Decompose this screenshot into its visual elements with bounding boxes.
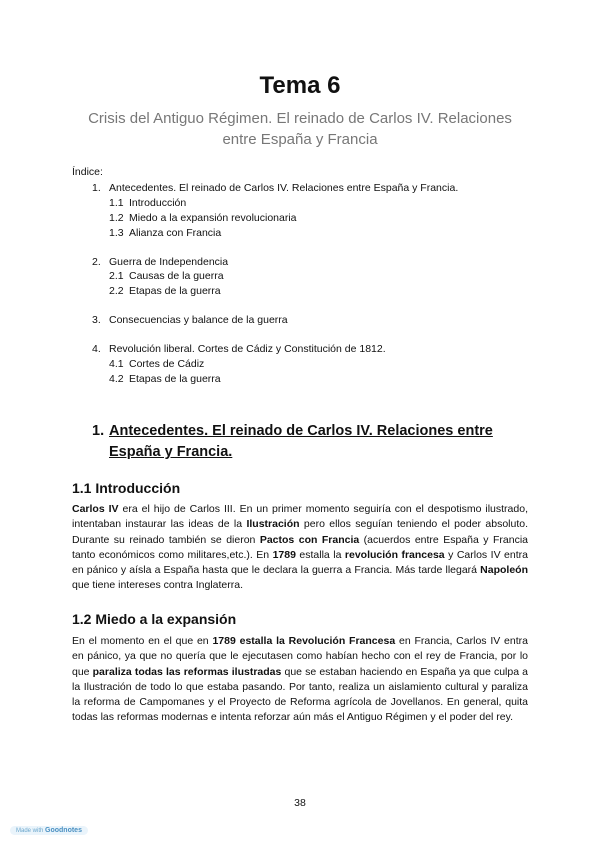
page-title: Tema 6 bbox=[259, 72, 341, 99]
subsection-1-1-heading: 1.1 Introducción bbox=[72, 480, 181, 496]
toc-item-2: 2. Guerra de Independencia bbox=[92, 256, 229, 268]
index-label: Índice: bbox=[72, 166, 103, 178]
page-number: 38 bbox=[294, 797, 306, 809]
subsection-1-2-heading: 1.2 Miedo a la expansión bbox=[72, 611, 237, 627]
toc-item-4: 4. Revolución liberal. Cortes de Cádiz y Constitución de 1812. bbox=[92, 343, 386, 355]
subtitle-line-2: entre España y Francia bbox=[222, 131, 378, 148]
goodnotes-watermark: Made with Goodnotes bbox=[10, 826, 88, 835]
toc-subitem-1-2: 1.2 Miedo a la expansión revolucionaria bbox=[109, 212, 297, 224]
toc-subitem-1-1: 1.1 Introducción bbox=[109, 197, 187, 209]
section-1-heading: 1. Antecedentes. El reinado de Carlos IV. Relaciones entre España y Francia. bbox=[92, 423, 493, 460]
page-subtitle bbox=[70, 108, 530, 150]
toc-subitem-2-2: 2.2 Etapas de la guerra bbox=[109, 285, 221, 297]
subsection-1-1-paragraph: Carlos IV era el hijo de Carlos III. En un primer momento seguiría con el despotismo ilustrado, intentaban instaurar las ideas de la Ilustración pero ellos seguían teniendo el poder absoluto. Durante su reinado también se dieron Pactos con Francia (acuerdos entre España y Francia tanto económicos como militares,etc.). En 1789 estalla la revolución francesa y Carlos IV entra en pánico y aísla a España hasta que le declara la guerra a Francia. Más tarde llegará Napoleón que tiene intereses contra Inglaterra. bbox=[72, 503, 529, 592]
subsection-1-2-paragraph: En el momento en el que en 1789 estalla la Revolución Francesa en Francia, Carlos IV entra en pánico, ya que no quería que le ejecutasen como habían hecho con el rey de Francia, por lo que paraliza todas las reformas ilustradas que se estaban haciendo en España ya que culpa a la Ilustración de todo lo que estaba pasando. Por tanto, realiza un aislamiento cultural y paraliza la reforma de Campomanes y el Proyecto de Reforma agrícola de Jovellanos. En general, quita todas las reformas modernas e intenta reforzar aún más el Antiguo Régimen y el poder del rey. bbox=[72, 635, 529, 724]
toc-item-3: 3. Consecuencias y balance de la guerra bbox=[92, 314, 288, 326]
toc-subitem-4-1: 4.1 Cortes de Cádiz bbox=[109, 358, 205, 370]
toc-subitem-2-1: 2.1 Causas de la guerra bbox=[109, 270, 224, 282]
toc-subitem-1-3: 1.3 Alianza con Francia bbox=[109, 227, 222, 239]
subtitle-line-1: Crisis del Antiguo Régimen. El reinado de Carlos IV. Relaciones bbox=[88, 110, 512, 127]
toc-subitem-4-2: 4.2 Etapas de la guerra bbox=[109, 373, 221, 385]
toc-item-1: 1. Antecedentes. El reinado de Carlos IV. Relaciones entre España y Francia. bbox=[92, 182, 459, 194]
